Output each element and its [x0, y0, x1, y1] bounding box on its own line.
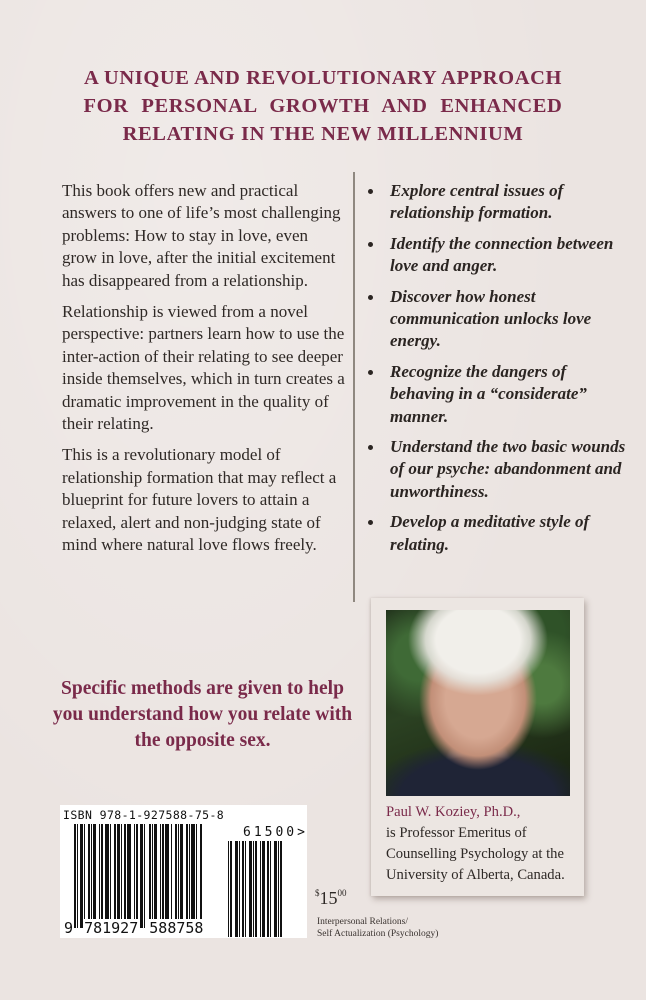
- bullet-icon: [368, 295, 373, 300]
- headline-line-2: FOR PERSONAL GROWTH AND ENHANCED: [83, 95, 563, 117]
- bullet-text: Develop a meditative style of relating.: [390, 512, 590, 554]
- description-column: [62, 180, 347, 566]
- bullet-text: Understand the two basic wounds of our psyche: abandonment and unworthiness.: [390, 437, 626, 501]
- ean-digits: [63, 919, 204, 937]
- bullet-item: [366, 286, 631, 353]
- description-paragraph-1: This book offers new and practical answers to one of life’s most challenging problems: How to stay in love, even grow in love, after the initial excitement has disappeared from a relationship.: [62, 181, 341, 290]
- category-line-2: Self Actualization (Psychology): [317, 929, 439, 939]
- bullet-icon: [368, 520, 373, 525]
- ean-group-1: 781927: [84, 919, 139, 937]
- column-divider: [353, 172, 355, 602]
- feature-bullet-list: [366, 180, 631, 564]
- bullet-text: Discover how honest communication unlocks love energy.: [390, 286, 592, 351]
- bullet-icon: [368, 189, 373, 194]
- headline-line-3: RELATING IN THE NEW MILLENNIUM: [122, 123, 524, 145]
- price-cents: 00: [337, 888, 347, 898]
- bullet-text: Explore central issues of relationship formation.: [390, 181, 564, 223]
- bullet-item: [366, 233, 631, 278]
- author-caption: [386, 802, 581, 886]
- bullet-text: Recognize the dangers of behaving in a “considerate” manner.: [390, 361, 587, 426]
- author-bio-line-2: Counselling Psychology at the: [386, 846, 564, 862]
- bullet-text: Identify the connection between love and anger.: [390, 233, 614, 276]
- callout-text: Specific methods are given to help you understand how you relate with the opposite sex.: [52, 678, 353, 751]
- author-card: [371, 598, 584, 896]
- addon-bars: [228, 841, 302, 937]
- author-bio-line-3: University of Alberta, Canada.: [386, 867, 565, 883]
- bullet-icon: [368, 242, 373, 247]
- isbn-barcode: [60, 805, 307, 938]
- price: [315, 888, 347, 909]
- subject-category: [317, 916, 517, 940]
- category-line-1: Interpersonal Relations/: [317, 917, 409, 927]
- author-name: Paul W. Koziey, Ph.D.,: [386, 804, 521, 820]
- headline-line-1: A UNIQUE AND REVOLUTIONARY APPROACH: [83, 67, 563, 89]
- description-paragraph-2: Relationship is viewed from a novel perspective: partners learn how to use the inter-action of their relating to see deeper inside themselves, which in turn creates a dramatic improvement in the quality of their relating.: [62, 302, 345, 434]
- price-currency: $: [315, 888, 320, 898]
- ean-bars: [74, 824, 222, 928]
- ean-first-digit: 9: [64, 919, 74, 937]
- ean-group-2: 588758: [149, 919, 204, 937]
- bullet-item: [366, 180, 631, 225]
- bullet-item: [366, 436, 631, 503]
- author-photo: [386, 610, 570, 796]
- bullet-item: [366, 361, 631, 428]
- headline: [40, 64, 606, 148]
- bullet-icon: [368, 370, 373, 375]
- bullet-icon: [368, 445, 373, 450]
- bullet-item: [366, 511, 631, 556]
- author-bio-line-1: is Professor Emeritus of: [386, 825, 527, 841]
- price-dollars: 15: [319, 888, 338, 908]
- isbn-label: ISBN 978-1-927588-75-8: [63, 808, 225, 822]
- price-addon-digits: 61500>: [243, 825, 308, 840]
- description-paragraph-3: This is a revolutionary model of relationship formation that may reflect a blueprint for future lovers to attain a relaxed, alert and non-judging state of mind where natural love flows freely.: [62, 445, 337, 555]
